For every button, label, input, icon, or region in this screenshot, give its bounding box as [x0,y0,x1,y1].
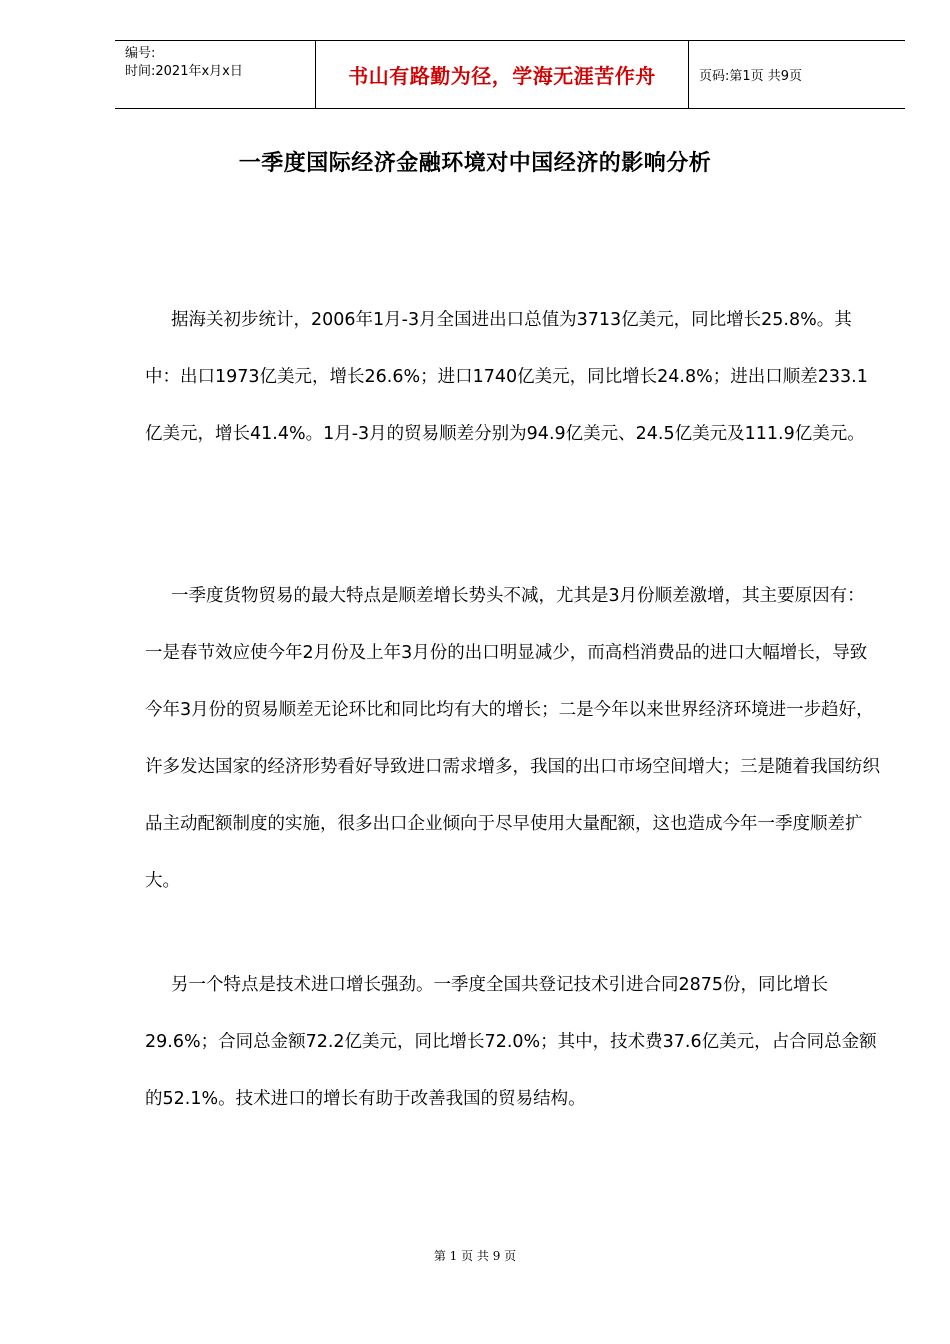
serial-number-label: 编号: [125,46,156,61]
page-footer: 第 1 页 共 9 页 [433,1249,517,1263]
page-header [115,40,905,109]
paragraph-technology-imports: 另一个特点是技术进口增长强劲。一季度全国共登记技术引进合同2875份，同比增长29.6%；合同总金额72.2亿美元，同比增长72.0%；其中，技术费37.6亿美元，占合同总金额的52.1%。技术进口的增长有助于改善我国的贸易结构。 [145,975,877,1109]
paragraph-trade-statistics: 据海关初步统计，2006年1月-3月全国进出口总值为3713亿美元，同比增长25.8%。其中：出口1973亿美元，增长26.6%；进口1740亿美元，同比增长24.8%；进出口顺差233.1亿美元，增长41.4%。1月-3月的贸易顺差分别为94.9亿美元、24.5亿美元及111.9亿美元。 [145,310,868,444]
document-title: 一季度国际经济金融环境对中国经济的影响分析 [238,151,712,176]
paragraph-trade-surplus-analysis: 一季度货物贸易的最大特点是顺差增长势头不减，尤其是3月份顺差激增，其主要原因有：一是春节效应使今年2月份及上年3月份的出口明显减少，而高档消费品的进口大幅增长，导致今年3月份的贸易顺差无论环比和同比均有大的增长；二是今年以来世界经济环境进一步趋好，许多发达国家的经济形势看好导致进口需求增多，我国的出口市场空间增大；三是随着我国纺织品主动配额制度的实施，很多出口企业倾向于尽早使用大量配额，这也造成今年一季度顺差扩大。 [145,586,880,891]
header-meta-cell [115,41,316,108]
header-page-info: 页码:第1页 共9页 [699,69,803,84]
time-label: 时间:2021年x月x日 [125,64,243,79]
header-motto: 书山有路勤为径，学海无涯苦作舟 [316,41,689,108]
